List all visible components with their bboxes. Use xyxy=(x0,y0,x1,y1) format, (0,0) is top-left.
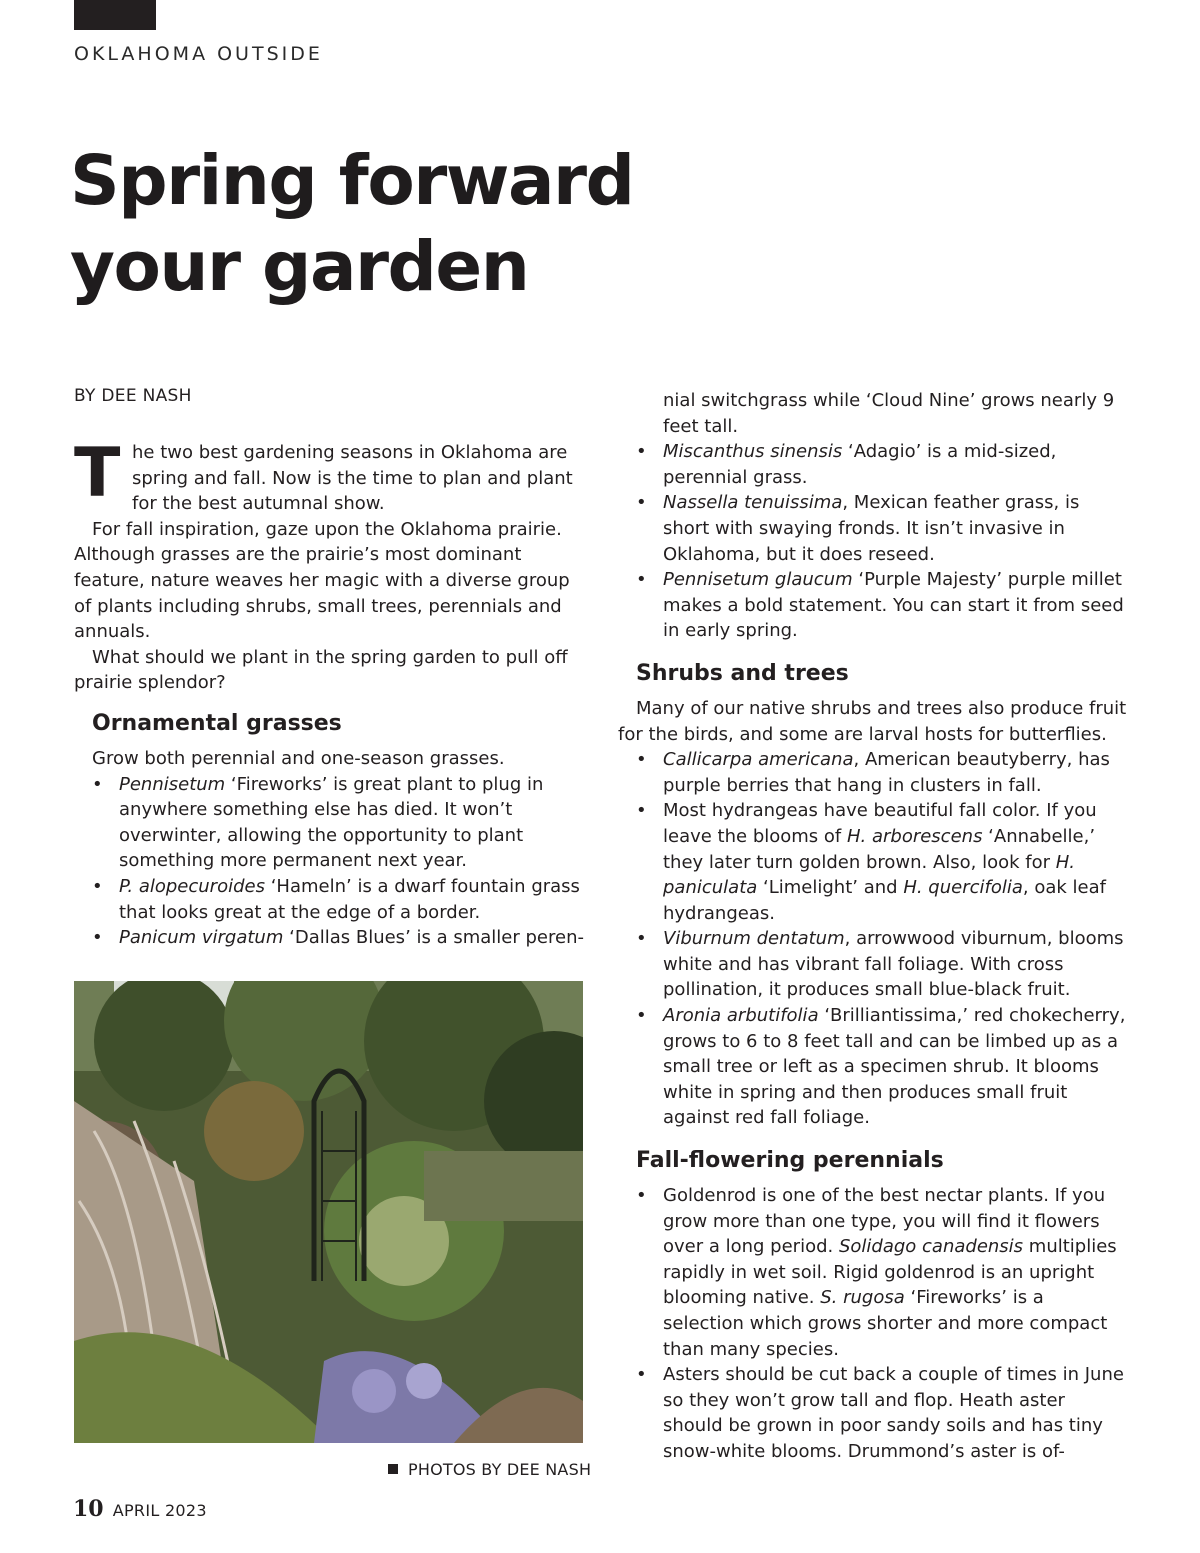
list-item: • Goldenrod is one of the best nectar plants. If you grow more than one type, you will find it flowers over a long period. Solidago canadensis multiplies rapidly in wet soil. Rigid goldenrod is an upright blooming native. S. rugosa ‘Fireworks’ is a selection which grows shorter and more compact than many species. xyxy=(618,1183,1128,1362)
section-color-bar xyxy=(74,0,156,30)
perennials-list xyxy=(618,1183,1128,1465)
list-item: • Nassella tenuissima, Mexican feather grass, is short with swaying fronds. It isn’t invasive in Oklahoma, but it does reseed. xyxy=(618,490,1128,567)
shrubs-list xyxy=(618,747,1128,1131)
grasses-list-continued xyxy=(618,439,1128,644)
heading-fall-flowering-perennials: Fall-flowering perennials xyxy=(636,1148,944,1174)
list-item: • Panicum virgatum ‘Dallas Blues’ is a smaller peren- xyxy=(74,925,584,951)
intro-paragraph-1: T he two best gardening seasons in Oklahoma are spring and fall. Now is the time to plan and plant for the best autumnal show. xyxy=(74,434,573,515)
list-item: • Miscanthus sinensis ‘Adagio’ is a mid-sized, perennial grass. xyxy=(618,439,1128,490)
list-item: • Pennisetum glaucum ‘Purple Majesty’ purple millet makes a bold statement. You can start it from seed in early spring. xyxy=(618,567,1128,644)
article-title xyxy=(70,138,633,310)
grasses-list xyxy=(74,772,584,951)
intro-paragraph-3: What should we plant in the spring garden to pull off prairie splendor? xyxy=(74,646,568,694)
heading-ornamental-grasses: Ornamental grasses xyxy=(92,710,342,736)
list-item: • Callicarpa americana, American beautyberry, has purple berries that hang in clusters in fall. xyxy=(618,747,1128,798)
intro-paragraph-2: For fall inspiration, gaze upon the Oklahoma prairie. Although grasses are the prairie’s most dominant feature, nature weaves her magic with a diverse group of plants including shrubs, small trees, perennials and annuals. xyxy=(74,518,570,643)
byline: BY DEE NASH xyxy=(74,386,192,406)
list-item: • P. alopecuroides ‘Hameln’ is a dwarf fountain grass that looks great at the edge of a border. xyxy=(74,874,584,925)
square-bullet-icon xyxy=(388,1464,398,1474)
list-item: • Viburnum dentatum, arrowwood viburnum, blooms white and has vibrant fall foliage. With cross pollination, it produces small blue-black fruit. xyxy=(618,926,1128,1003)
list-item: • Asters should be cut back a couple of times in June so they won’t grow tall and flop. Heath aster should be grown in poor sandy soils and has tiny snow-white blooms. Drummond’s aster is of- xyxy=(618,1362,1128,1464)
page-number: 10 xyxy=(73,1496,104,1522)
photo-credit: PHOTOS BY DEE NASH xyxy=(388,1460,591,1479)
left-column xyxy=(74,434,584,951)
shrubs-lead: Many of our native shrubs and trees also produce fruit for the birds, and some are larval hosts for butterflies. xyxy=(618,697,1127,745)
title-line-2: your garden xyxy=(70,227,529,307)
title-line-1: Spring forward xyxy=(70,141,634,221)
section-label: OKLAHOMA OUTSIDE xyxy=(74,43,323,65)
page-footer xyxy=(73,1496,207,1522)
continued-list-item: nial switchgrass while ‘Cloud Nine’ grows nearly 9 feet tall. xyxy=(663,390,1115,437)
right-column xyxy=(618,388,1128,1465)
list-item: • Pennisetum ‘Fireworks’ is great plant to plug in anywhere something else has died. It won’t overwinter, allowing the opportunity to plant something more permanent next year. xyxy=(74,772,584,874)
heading-shrubs-and-trees: Shrubs and trees xyxy=(636,660,849,686)
grasses-lead: Grow both perennial and one-season grasses. xyxy=(92,747,505,769)
garden-photo xyxy=(74,981,583,1443)
list-item: • Aronia arbutifolia ‘Brilliantissima,’ red chokecherry, grows to 6 to 8 feet tall and can be limbed up as a small tree or left as a specimen shrub. It blooms white in spring and then produces small fruit against red fall foliage. xyxy=(618,1003,1128,1131)
issue-date: APRIL 2023 xyxy=(112,1501,207,1520)
list-item: • Most hydrangeas have beautiful fall color. If you leave the blooms of H. arborescens ‘Annabelle,’ they later turn golden brown. Also, look for H. paniculata ‘Limelight’ and H. quercifolia, oak leaf hydrangeas. xyxy=(618,798,1128,926)
drop-cap: T xyxy=(74,434,121,513)
